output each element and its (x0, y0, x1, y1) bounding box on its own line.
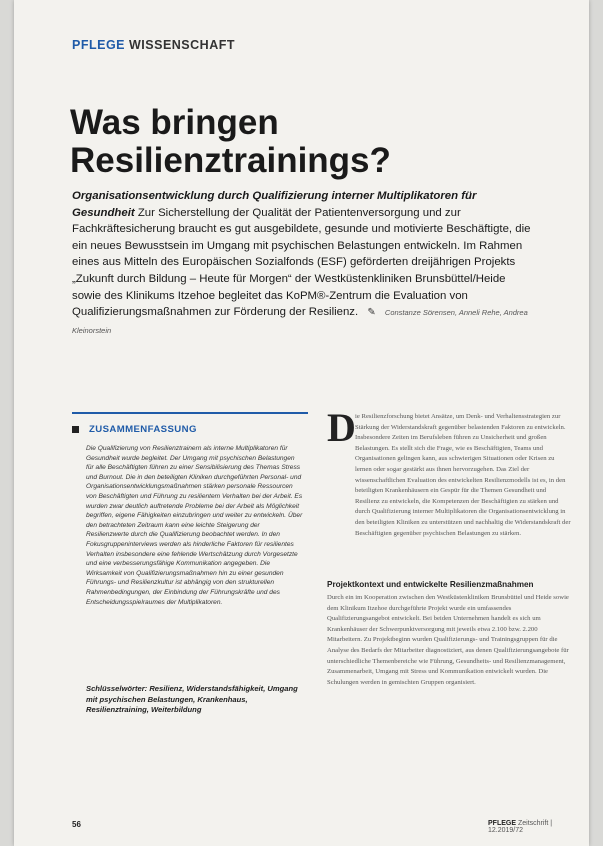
footer-issue: Zeitschrift | 12.2019/72 (488, 820, 553, 834)
summary-box (72, 412, 312, 722)
page (14, 0, 589, 846)
body-paragraph-2: Durch ein im Kooperation zwischen den Westküstenkliniken Brunsbüttel und Heide sowie dem Klinikum Itzehoe durchgeführte Projekt wurde ein umfassendes Qualifizierungsangebot entwickelt. Bei beiden Unternehmen handelt es sich um Krankenhäuser der Schwerpunktversorgung mit jeweils etwa 2.100 bzw. 2.200 Mitarbeitern. Zu Projektbeginn wurden Qualifizierungs- und Trainingsgruppen für die Analyse des Bedarfs der Mitarbeiter diagnostiziert, aus denen Qualifizierungsangebote für unterschiedliche Themenbereiche wie Führung, Gesundheits- und Resilienzmanagement, Zusammenarbeit, Umgang mit Stress und Kommunikation entwickelt wurden. Die Schulungen werden in gemischten Gruppen organisiert. (327, 594, 569, 686)
title-line-1: Was bringen (70, 103, 279, 142)
square-bullet-icon (72, 426, 79, 433)
lead-subtitle: Organisationsentwicklung durch Qualifizierung interner Multiplikatoren für Gesundheit (72, 190, 477, 219)
body-paragraph-1: ie Resilienzforschung bietet Ansätze, um Denk- und Verhaltensstrategien zur Stärkung der Widerstandskraft gegenüber belastenden Faktoren zu entwickeln. Insbesondere Zeiten im Berufsleben führen zu Unsicherheit und großen Belastungen. Es stellt sich die Frage, wie es Beschäftigten, Teams und Organisationen gelingen kann, aus schwierigen Situationen oder Krisen zu lernen oder sogar gestärkt aus ihnen hervorzugehen. Das Ziel der wissenschaftlichen Evaluation des entwickelten Resilienzmodells ist es, in den beteiligten Krankenhäusern ein Gespür für die Themen Gesundheit und Resilienz zu entwickeln, die Kompetenzen der Beschäftigten zu stärken und durch Qualifizierung interner Multiplikatoren die Organisationsentwicklung in den beteiligten Kliniken zu unterstützen und nachhaltig die Widerstandskraft der Beschäftigten gegenüber psychischen Belastungen zu stärken. (355, 413, 571, 537)
keywords-label: Schlüsselwörter: (86, 684, 148, 693)
footer-magazine-name: PFLEGE (488, 820, 517, 827)
keywords (86, 684, 304, 716)
summary-text: Die Qualifizierung von Resilienztrainern als interne Multiplikatoren für Gesundheit wurde begleitet. Der Umgang mit psychischen Belastungen für alle Beschäftigten führen zu einer Sensibilisierung des Themas Stress und Burnout. Die in den beteiligten Kliniken durchgeführten Personal- und Organisationsentwicklungsmaßnahmen stärken personale Ressourcen von Beschäftigten und Führung zu resilientem Verhalten bei der Arbeit. Es wurden zwar deutlich auftretende Probleme bei der Arbeit als Möglichkeit begriffen, eigene Fähigkeiten einzubringen und weiter zu entwickeln. Über den betrachteten Zeitraum kann eine leichte Steigerung der Resilienzwerte durch die Qualifizierung beobachtet werden. In den Fokusgruppeninterviews werden als hinderliche Faktoren für resilientes Verhalten insbesondere eine fehlende Wertschätzung durch Vorgesetzte und eine verbesserungsfähige Kommunikation angegeben. Die Wirksamkeit von Qualifizierungsmaßnahmen hin zu einer gesunden Führungs- und Resilienzkultur ist abhängig von den strukturellen Rahmenbedingungen, der Einbindung der Führungskräfte und des Entscheidungsspielraumes der Multiplikatoren. (86, 445, 303, 606)
summary-header (72, 424, 197, 435)
keywords-list: Resilienz, Widerstandsfähigkeit, Umgang mit psychischen Belastungen, Krankenhaus, Resilienztraining, Weiterbildung (86, 684, 298, 715)
section-label-accent: PFLEGE (72, 38, 126, 52)
pen-icon: ✎ (367, 307, 376, 319)
section-label-rest: WISSENSCHAFT (129, 38, 235, 52)
body-subheading: Projektkontext und entwickelte Resilienzmaßnahmen (327, 580, 534, 589)
title-line-2: Resilienztrainings? (70, 141, 391, 180)
summary-divider (72, 412, 308, 414)
footer-magazine (488, 820, 589, 834)
body-column (327, 405, 572, 686)
article-lead (72, 188, 532, 339)
drop-cap: D (327, 405, 356, 450)
lead-text: Zur Sicherstellung der Qualität der Patientenversorgung und zur Fachkräftesicherung braucht es gut ausgebildete, gesunde und motivierte Beschäftigte, die ein neues Bewusstsein im Umgang mit psychischen Belastungen entwickeln. Im Rahmen eines aus Mitteln des Europäischen Sozialfonds (ESF) geförderten dreijährigen Projekts „Zukunft durch Bildung – Heute für Morgen“ der Westküstenkliniken Brunsbüttel/Heide sowie des Klinikums Itzehoe begleitet das KoPM®-Zentrum die Evaluation von Qualifizierungsmaßnahmen zur Förderung der Resilienz. (72, 206, 531, 319)
article-title (70, 104, 540, 180)
article-authors: Constanze Sörensen, Anneli Rehe, Andrea Kleinorstein (72, 308, 528, 335)
page-number: 56 (72, 820, 81, 829)
section-label (72, 38, 235, 52)
summary-heading: ZUSAMMENFASSUNG (89, 424, 197, 435)
